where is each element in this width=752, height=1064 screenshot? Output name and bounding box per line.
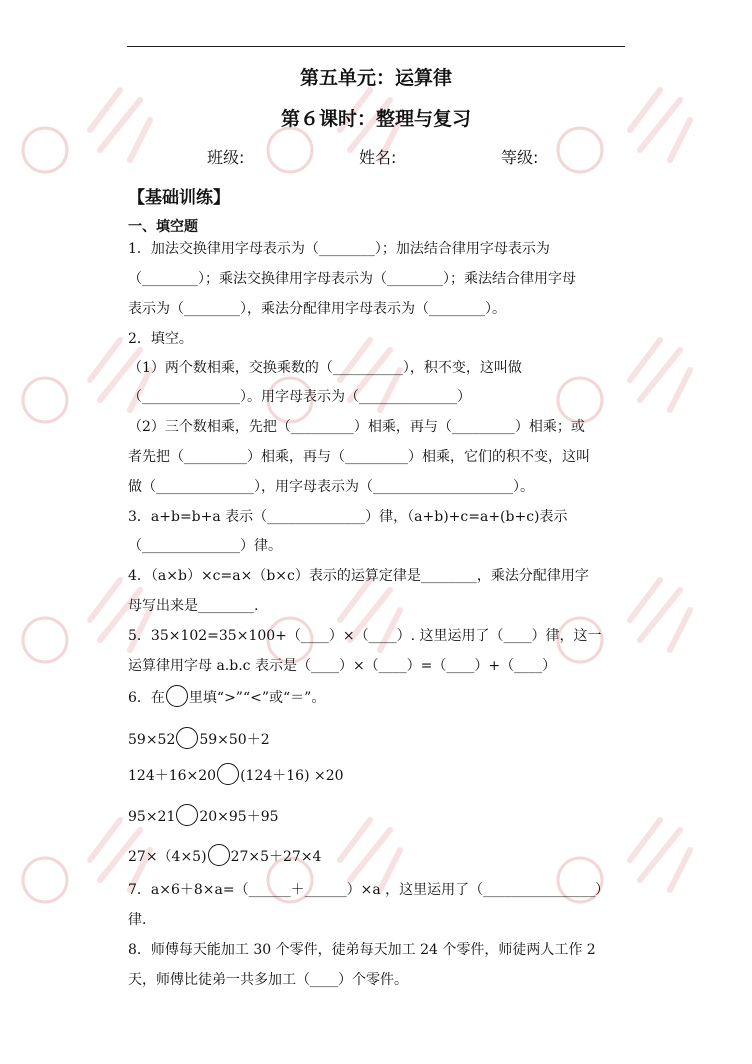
compare-right: (124＋16) ×20 [240, 768, 344, 784]
watermark-logo [558, 378, 602, 422]
unit-title: 第五单元：运算律 [299, 67, 452, 89]
watermark-logo [23, 128, 67, 172]
lesson-title: 第６课时：整理与复习 [280, 108, 471, 130]
watermark-logo [23, 618, 67, 662]
question-line: 运算律用字母 a.b.c 表示是（____）×（____）=（____）+（____） [128, 658, 557, 674]
compare-answer-circle[interactable] [176, 727, 198, 749]
question-line: 做（______________），用字母表示为（____________________）。 [128, 479, 534, 495]
question-line: 7．a×6＋8×a=（______＋______）×a ，这里运用了（________________） [128, 882, 610, 898]
watermark-glyph [630, 580, 690, 650]
question-line: （________）；乘法交换律用字母表示为（________）；乘法结合律用字母 [128, 271, 576, 287]
question-line: 者先把（_________）相乘，再与（_________）相乘，它们的积不变，这叫 [128, 449, 590, 465]
grade-label: 等级: [501, 148, 539, 167]
compare-left: 27×（4×5) [128, 849, 207, 865]
question-6-before: 6．在 [128, 690, 165, 706]
section-title: 【基础训练】 [128, 188, 230, 208]
question-line: 2．填空。 [128, 331, 193, 347]
name-label: 姓名: [359, 148, 397, 167]
question-line: 表示为（________），乘法分配律用字母表示为（________）。 [128, 301, 506, 317]
question-line: （______________）。用字母表示为（______________） [128, 389, 471, 405]
question-line: （1）两个数相乘，交换乘数的（__________），积不变，这叫做 [128, 360, 522, 376]
watermark-glyph [630, 820, 690, 890]
question-line: 5．35×102=35×100+（____）×（____）. 这里运用了（____）律，这一 [128, 628, 602, 644]
question-line: （______________）律。 [128, 538, 282, 554]
section-subtitle: 一、填空题 [128, 219, 198, 235]
compare-left: 95×21 [128, 809, 176, 825]
question-line: 天，师傅比徒弟一共多加工（____）个零件。 [128, 972, 408, 988]
compare-left: 59×52 [128, 732, 176, 748]
watermark-glyph [340, 820, 400, 890]
compare-right: 20×95＋95 [199, 809, 279, 825]
watermark-logo [23, 378, 67, 422]
question-line: 律. [128, 912, 147, 928]
top-rule [127, 46, 625, 47]
compare-circle-icon [166, 685, 188, 707]
question-line: 3．a+b=b+a 表示（______________）律，（a+b)+c=a+(b+c)表示 [128, 509, 568, 525]
compare-row [128, 767, 344, 785]
compare-right: 59×50＋2 [199, 732, 270, 748]
question-6-prompt [128, 689, 325, 707]
compare-left: 124＋16×20 [128, 768, 217, 784]
compare-answer-circle[interactable] [176, 804, 198, 826]
watermark-logo [23, 858, 67, 902]
class-label: 班级: [207, 148, 245, 167]
compare-row [128, 731, 270, 749]
watermark-logo [558, 128, 602, 172]
compare-row [128, 808, 279, 826]
question-line: （2）三个数相乘，先把（_________）相乘，再与（_________）相乘；或 [128, 419, 585, 435]
compare-answer-circle[interactable] [208, 844, 230, 866]
question-line: 4．（a×b）×c=a×（b×c）表示的运算定律是________，乘法分配律用字 [128, 568, 589, 584]
watermark-glyph [630, 340, 690, 410]
question-line: 母写出来是________. [128, 598, 259, 614]
compare-row [128, 848, 321, 866]
question-6-after: 里填“>”“<”或“＝”。 [188, 690, 326, 706]
watermark-logo [268, 128, 312, 172]
compare-answer-circle[interactable] [217, 763, 239, 785]
question-line: 8．师傅每天能加工 30 个零件，徒弟每天加工 24 个零件，师徒两人工作 2 [128, 942, 596, 958]
question-line: 1．加法交换律用字母表示为（________）；加法结合律用字母表示为 [128, 241, 550, 257]
compare-right: 27×5＋27×4 [230, 849, 322, 865]
